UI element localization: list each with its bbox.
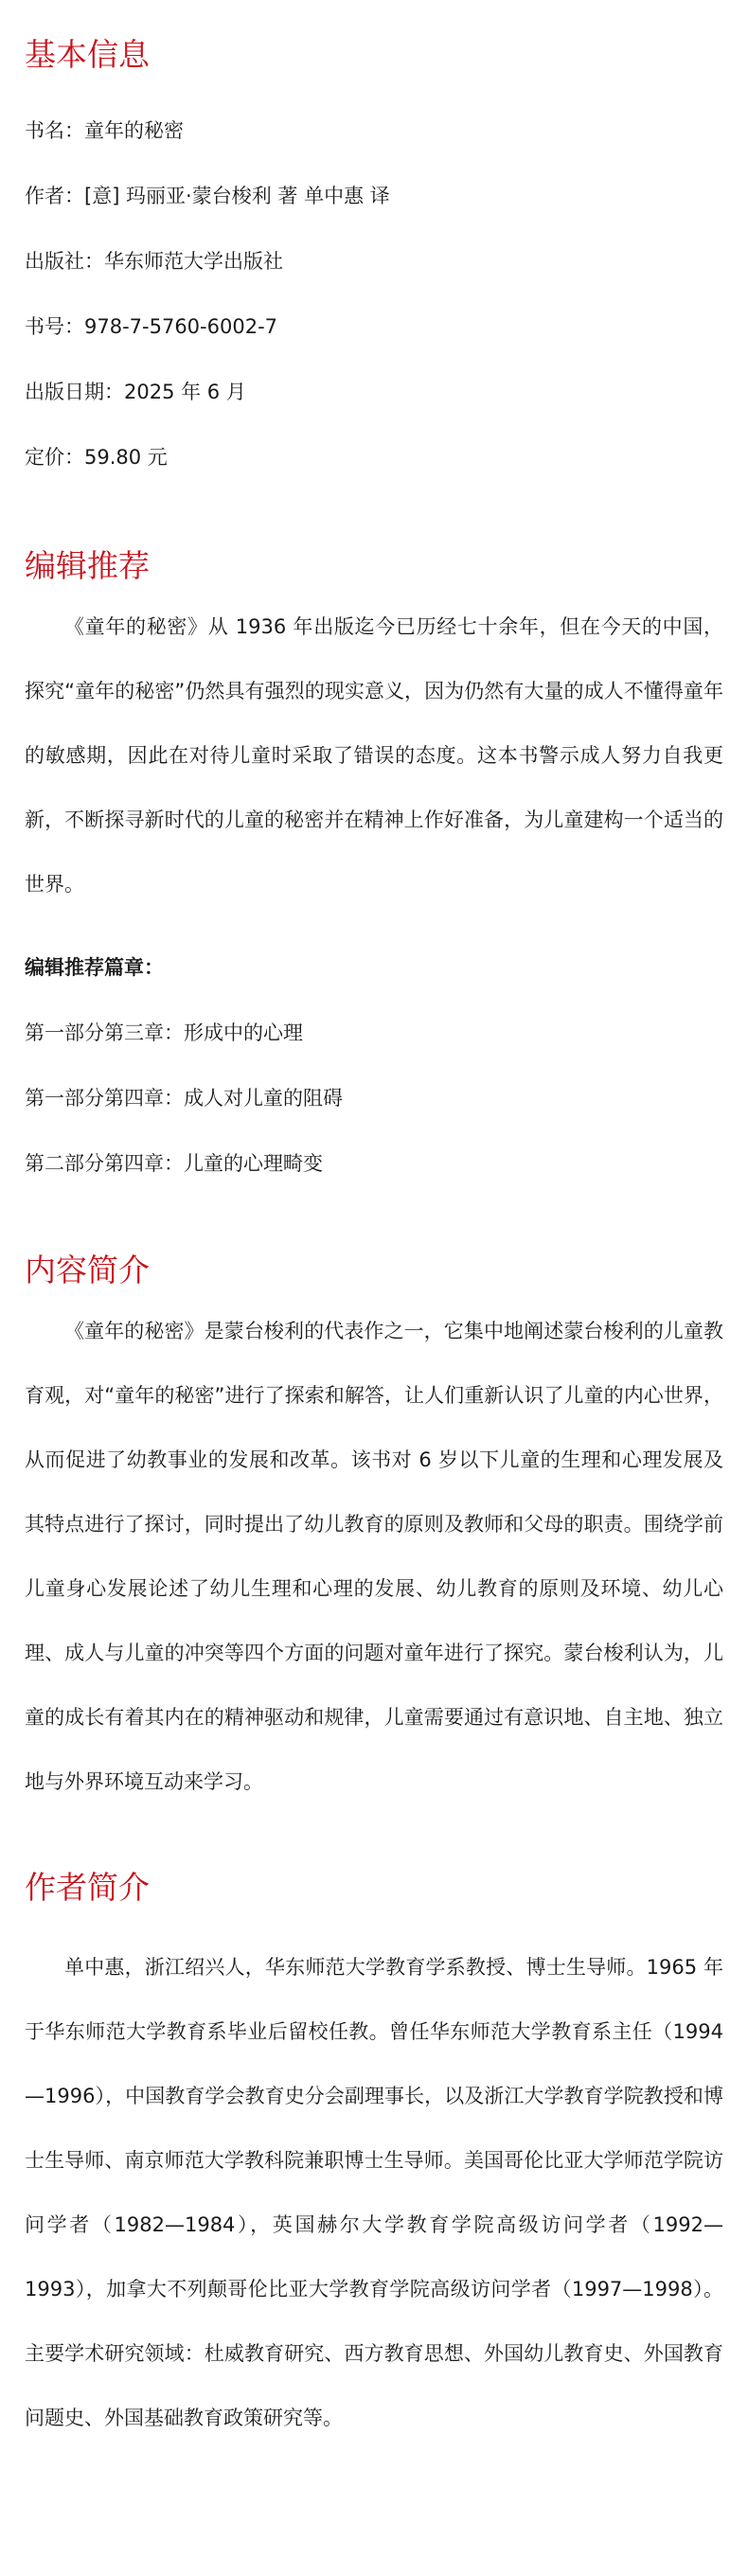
book-publisher: 出版社：华东师范大学出版社 — [25, 250, 283, 273]
basic-info-list — [25, 98, 723, 490]
content-intro-paragraph: 《童年的秘密》是蒙台梭利的代表作之一，它集中地阐述蒙台梭利的儿童教育观，对“童年的秘密”进行了探索和解答，让人们重新认识了儿童的内心世界，从而促进了幼教事业的发展和改革。该书对 6 岁以下儿童的生理和心理发展及其特点进行了探讨，同时提出了幼儿教育的原则及教师和父母的职责。围绕学前儿童身心发展论述了幼儿生理和心理的发展、幼儿教育的原则及环境、幼儿心理、成人与儿童的冲突等四个方面的问题对童年进行了探究。蒙台梭利认为，儿童的成长有着其内在的精神驱动和规律，儿童需要通过有意识地、自主地、独立地与外界环境互动来学习。 — [25, 1320, 723, 1793]
recommended-chapter-item: 第一部分第四章：成人对儿童的阻碍 — [25, 1087, 343, 1110]
book-name: 书名：童年的秘密 — [25, 119, 184, 142]
editor-recommend-paragraph: 《童年的秘密》从 1936 年出版迄今已历经七十余年，但在今天的中国，探究“童年的秘密”仍然具有强烈的现实意义，因为仍然有大量的成人不懂得童年的敏感期，因此在对待儿童时采取了错误的态度。这本书警示成人努力自我更新，不断探寻新时代的儿童的秘密并在精神上作好准备，为儿童建构一个适当的世界。 — [25, 615, 723, 896]
editor-recommend-section — [25, 543, 723, 1197]
editor-recommend-title: 编辑推荐 — [25, 547, 150, 584]
book-isbn: 书号：978-7-5760-6002-7 — [25, 315, 278, 338]
recommended-chapter-item: 第二部分第四章：儿童的心理畸变 — [25, 1152, 323, 1175]
basic-info-section — [25, 32, 723, 490]
book-author: 作者：[意] 玛丽亚·蒙台梭利 著 单中惠 译 — [25, 185, 390, 207]
author-intro-paragraph: 单中惠，浙江绍兴人，华东师范大学教育学系教授、博士生导师。1965 年于华东师范大学教育系毕业后留校任教。曾任华东师范大学教育系主任（1994—1996），中国教育学会教育史分会副理事长，以及浙江大学教育学院教授和博士生导师、南京师范大学教科院兼职博士生导师。美国哥伦比亚大学师范学院访问学者（1982—1984），英国赫尔大学教育学院高级访问学者（1992—1993），加拿大不列颠哥伦比亚大学教育学院高级访问学者（1997—1998）。主要学术研究领域：杜威教育研究、西方教育思想、外国幼儿教育史、外国教育问题史、外国基础教育政策研究等。 — [25, 1956, 723, 2429]
recommended-chapter-item: 第一部分第三章：形成中的心理 — [25, 1022, 303, 1044]
content-intro-title: 内容简介 — [25, 1252, 150, 1288]
author-intro-title: 作者简介 — [25, 1869, 150, 1906]
recommended-chapters-list — [25, 1001, 723, 1197]
book-price: 定价：59.80 元 — [25, 446, 168, 469]
content-intro-section — [25, 1248, 723, 1814]
basic-info-title: 基本信息 — [25, 36, 150, 73]
author-intro-section — [25, 1865, 723, 2450]
recommended-chapters-heading: 编辑推荐篇章： — [25, 956, 164, 979]
book-pub-date: 出版日期：2025 年 6 月 — [25, 381, 246, 403]
